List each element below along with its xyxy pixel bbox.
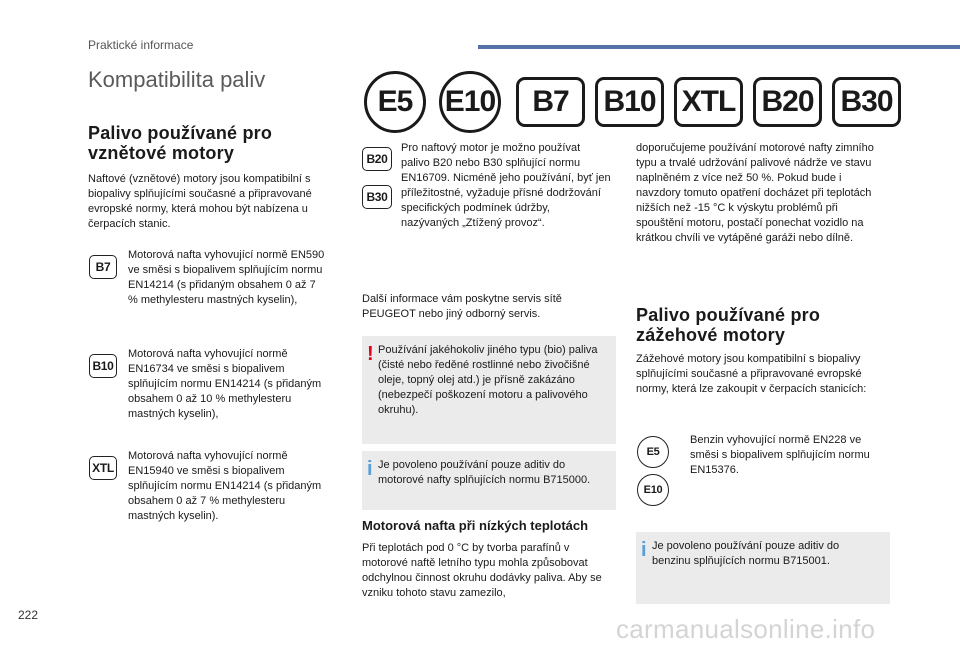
page-number: 222 xyxy=(18,608,39,622)
badge-e10-large: E10 xyxy=(439,71,501,133)
badge-b7: B7 xyxy=(89,255,117,279)
badge-xtl-large: XTL xyxy=(674,77,743,127)
badge-b10-large: B10 xyxy=(595,77,664,127)
diesel-heading: Palivo používané pro vznětové motory xyxy=(88,123,273,163)
diesel-item-b7-text: Motorová nafta vyhovující normě EN590 ve směsi s biopalivem splňujícím normu EN14214 (s přidaným obsahem 0 až 7 % methylesteru mastných kyselin), xyxy=(128,249,325,306)
warning-note-text: Používání jakéhokoliv jiného typu (bio) paliva (čisté nebo ředěné rostlinné nebo živočišné oleje, topný olej atd.) je přísně zakázáno (nebezpečí poškození motoru a palivového okruhu). xyxy=(378,344,598,416)
info-note-petrol-text: Je povoleno používání pouze aditiv do benzinu splňujících normu B715001. xyxy=(652,540,840,567)
info-note-petrol xyxy=(636,532,890,604)
badge-b30: B30 xyxy=(362,185,392,209)
badge-b10: B10 xyxy=(89,354,117,378)
header-accent-bar xyxy=(478,45,960,49)
badge-xtl: XTL xyxy=(89,456,117,480)
b20-b30-text: Pro naftový motor je možno používat palivo B20 nebo B30 splňující normu EN16709. Nicméně jeho používání, byť jen příležitostné, vyžaduje přísné dodržování specifických podmínek údržby, nazývaných „Ztížený provoz“. xyxy=(401,142,611,229)
diesel-item-b10-text: Motorová nafta vyhovující normě EN16734 ve směsi s biopalivem splňujícím normu EN14214 (s přidaným obsahem 0 až 10 % methylesteru mastných kyselin), xyxy=(128,348,322,420)
low-temp-text: Při teplotách pod 0 °C by tvorba parafínů v motorové naftě letního typu mohla způsobovat odchylnou činnost okruhu dodávky paliva. Aby se vzniku tohoto stavu zamezilo, xyxy=(362,542,602,599)
diesel-intro: Naftové (vznětové) motory jsou kompatibilní s biopalivy splňujícími současné a připravované evropské normy, která mohou být nabízena u čerpacích stanic. xyxy=(88,173,312,230)
info-note-diesel-text: Je povoleno používání pouze aditiv do motorové nafty splňujících normu B715000. xyxy=(378,459,591,486)
info-icon: i xyxy=(641,539,647,561)
page-title: Kompatibilita paliv xyxy=(88,67,266,92)
warning-icon: ! xyxy=(367,343,374,365)
watermark: carmanualsonline.info xyxy=(616,614,876,644)
info-icon: i xyxy=(367,458,373,480)
low-temp-heading: Motorová nafta při nízkých teplotách xyxy=(362,518,589,533)
badge-e10: E10 xyxy=(637,474,669,506)
badge-b30-large: B30 xyxy=(832,77,901,127)
badge-e5: E5 xyxy=(637,436,669,468)
section-header: Praktické informace xyxy=(88,38,194,52)
petrol-item-text: Benzin vyhovující normě EN228 ve směsi s biopalivem splňujícím normu EN15376. xyxy=(690,434,870,476)
diesel-item-xtl-text: Motorová nafta vyhovující normě EN15940 ve směsi s biopalivem splňujícím normu EN14214 (s přidaným obsahem 0 až 7 % methylesteru mastných kyselin). xyxy=(128,450,322,522)
warning-note xyxy=(362,336,616,444)
low-temp-continued-text: doporučujeme používání motorové nafty zimního typu a trvalé udržování palivové nádrže ve stavu naplněném z více než 50 %. Pokud bude i navzdory tomuto opatření docházet při teplotách nižších než -15 °C k výskytu problémů při spouštění motoru, postačí ponechat vozidlo na krátkou chvíli ve vytápěné garáži nebo dílně. xyxy=(636,142,874,244)
info-note-diesel xyxy=(362,451,616,510)
service-info-text: Další informace vám poskytne servis sítě PEUGEOT nebo jiný odborný servis. xyxy=(362,293,562,320)
badge-e5-large: E5 xyxy=(364,71,426,133)
badge-b7-large: B7 xyxy=(516,77,585,127)
badge-b20-large: B20 xyxy=(753,77,822,127)
petrol-heading: Palivo používané pro zážehové motory xyxy=(636,305,821,345)
badge-b20: B20 xyxy=(362,147,392,171)
petrol-intro: Zážehové motory jsou kompatibilní s biopalivy splňujícími současné a připravované evropské normy, která lze zakoupit v čerpacích stanicích: xyxy=(636,353,867,395)
